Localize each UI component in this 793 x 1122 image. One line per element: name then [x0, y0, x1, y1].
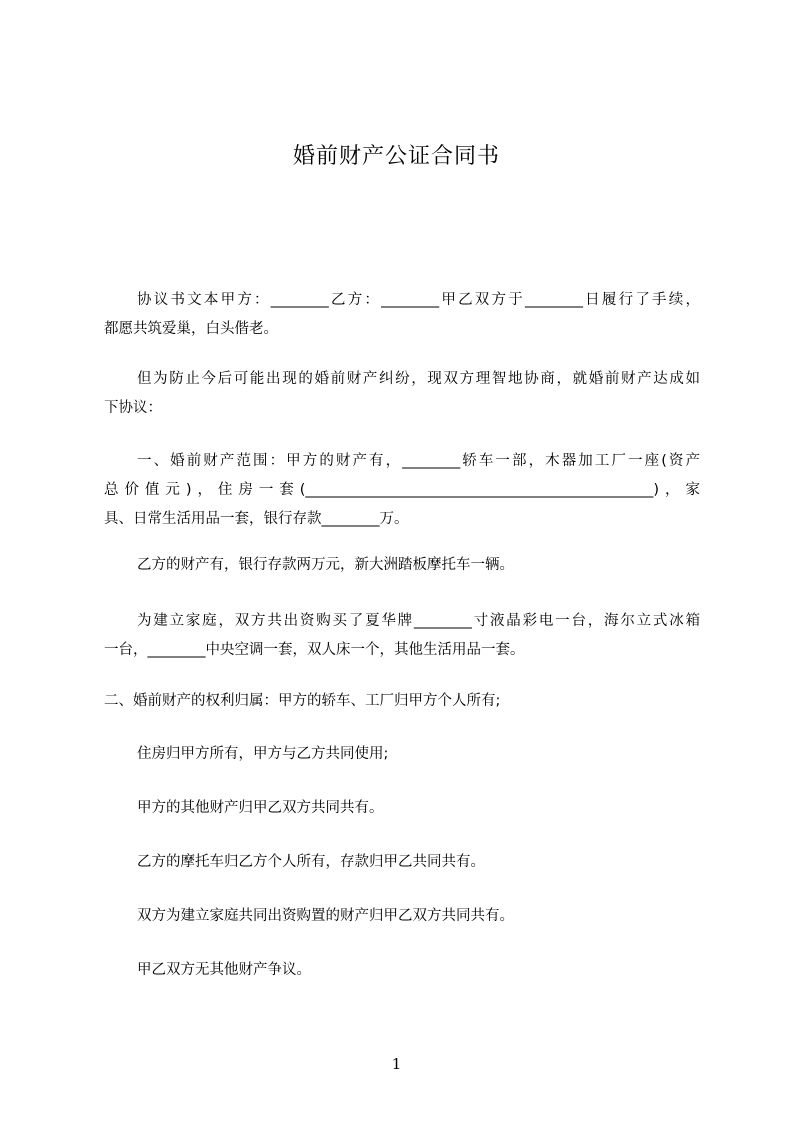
paragraph-purpose: [104, 365, 700, 423]
paragraph-other-property: [104, 794, 700, 823]
paragraph-joint-assets: [104, 902, 700, 931]
paragraph-house: [104, 740, 700, 769]
paragraph-parties: [104, 286, 700, 344]
paragraph-motorcycle: [104, 848, 700, 877]
paragraph-line: 协议书文本甲方：________乙方：________甲乙双方于________日履行了手续，: [137, 292, 700, 308]
paragraph-line: 一、婚前财产范围：甲方的财产有，________轿车一部，木器加工厂一座(资产: [137, 453, 700, 469]
paragraph-joint-purchase: [104, 607, 700, 665]
paragraph-line: 乙方的摩托车归乙方个人所有，存款归甲乙共同共有。: [137, 854, 485, 870]
paragraph-line: 住房归甲方所有，甲方与乙方共同使用;: [137, 746, 389, 762]
paragraph-ownership: [104, 687, 700, 716]
paragraph-line: 具、日常生活用品一套，银行存款________万。: [104, 511, 409, 527]
paragraph-line: 甲乙双方无其他财产争议。: [137, 962, 311, 978]
paragraph-party-b-property: [104, 551, 700, 580]
paragraph-line: 乙方的财产有，银行存款两万元，新大洲踏板摩托车一辆。: [137, 557, 514, 573]
paragraph-line: 二、婚前财产的权利归属：甲方的轿车、工厂归甲方个人所有;: [104, 693, 501, 709]
paragraph-no-dispute: [104, 956, 700, 985]
paragraph-line: 下协议：: [104, 400, 162, 416]
paragraph-line: 为建立家庭，双方共出资购买了夏华牌________寸液晶彩电一台，海尔立式冰箱: [137, 613, 700, 629]
paragraph-line: 但为防止今后可能出现的婚前财产纠纷，现双方理智地协商，就婚前财产达成如: [137, 371, 700, 387]
page-number: 1: [391, 1055, 402, 1073]
paragraph-line: 一台，________中央空调一套，双人床一个，其他生活用品一套。: [104, 642, 525, 658]
paragraph-line: 都愿共筑爱巢，白头偕老。: [104, 321, 278, 337]
paragraph-line: 甲方的其他财产归甲乙双方共同共有。: [137, 800, 384, 816]
paragraph-line: 总价值元)，住房一套(________________________________________________)，家: [104, 482, 700, 498]
paragraph-property-scope: [104, 447, 700, 534]
document-title: 婚前财产公证合同书: [292, 144, 500, 169]
paragraph-line: 双方为建立家庭共同出资购置的财产归甲乙双方共同共有。: [137, 908, 514, 924]
